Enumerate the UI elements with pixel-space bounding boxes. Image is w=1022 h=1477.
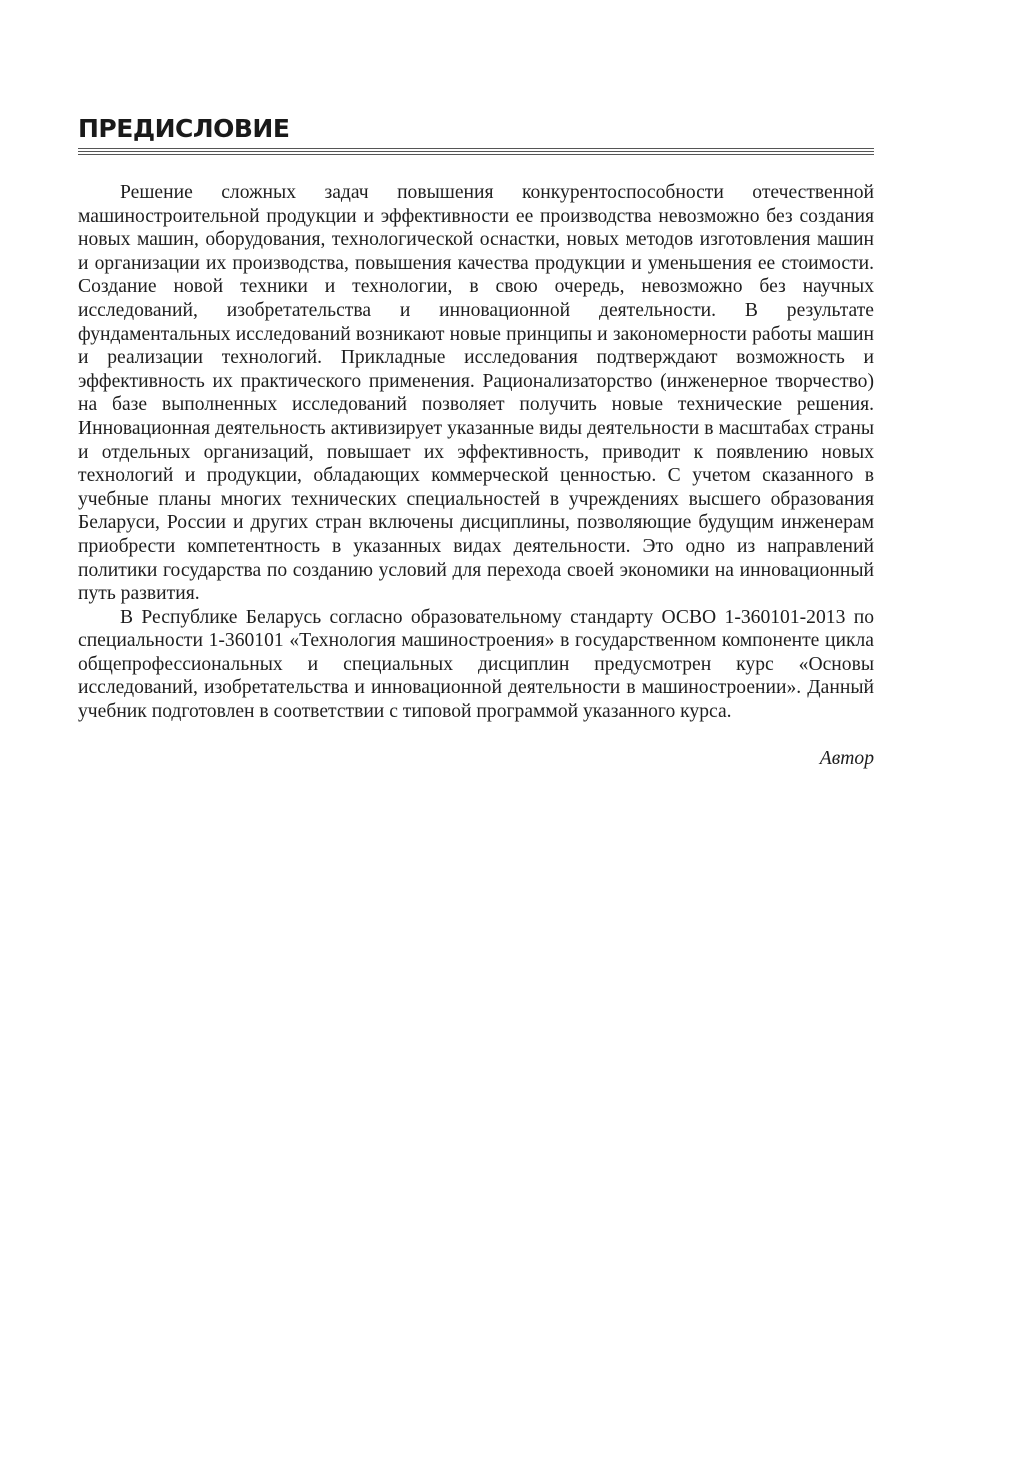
paragraph: Решение сложных задач повышения конкурентоспособности отечественной машиностроительной продукции и эффективности ее производства невозможно без создания новых машин, оборудования, технологической оснастки, новых методов изготовления машин и организации их производства, повышения качества продукции и уменьшения ее стоимости. Создание новой техники и технологии, в свою очередь, невозможно без научных исследований, изобретательства и инновационной деятельности. В результате фундаментальных исследований возникают новые принципы и закономерности работы машин и реализации технологий. Прикладные исследования подтверждают возможность и эффективность их практического применения. Рационализаторство (инженерное творчество) на базе выполненных исследований позволяет получить новые технические решения. Инновационная деятельность активизирует указанные виды деятельности в масштабах страны и отдельных организаций, повышает их эффективность, приводит к появлению новых технологий и продукции, обладающих коммерческой ценностью. С учетом сказанного в учебные планы многих технических специальностей в учреждениях высшего образования Беларуси, России и других стран включены дисциплины, позволяющие будущим инженерам приобрести компетентность в указанных видах деятельности. Это одно из направлений политики государства по созданию условий для перехода своей экономики на инновационный путь развития. xyxy=(78,182,874,605)
author-signature: Автор xyxy=(819,747,874,769)
divider-line xyxy=(78,154,874,155)
divider-line xyxy=(78,151,874,152)
paragraph: В Республике Беларусь согласно образовательному стандарту ОСВО 1-360101-2013 по специальности 1-360101 «Технология машиностроения» в государственном компоненте цикла общепрофессиональных и специальных дисциплин предусмотрен курс «Основы исследований, изобретательства и инновационной деятельности в машиностроении». Данный учебник подготовлен в соответствии с типовой программой указанного курса. xyxy=(78,606,874,723)
preface-page xyxy=(78,112,874,770)
preface-body xyxy=(78,181,874,724)
page-title: ПРЕДИСЛОВИЕ xyxy=(78,114,290,143)
heading-underline xyxy=(78,148,874,155)
divider-line xyxy=(78,148,874,149)
